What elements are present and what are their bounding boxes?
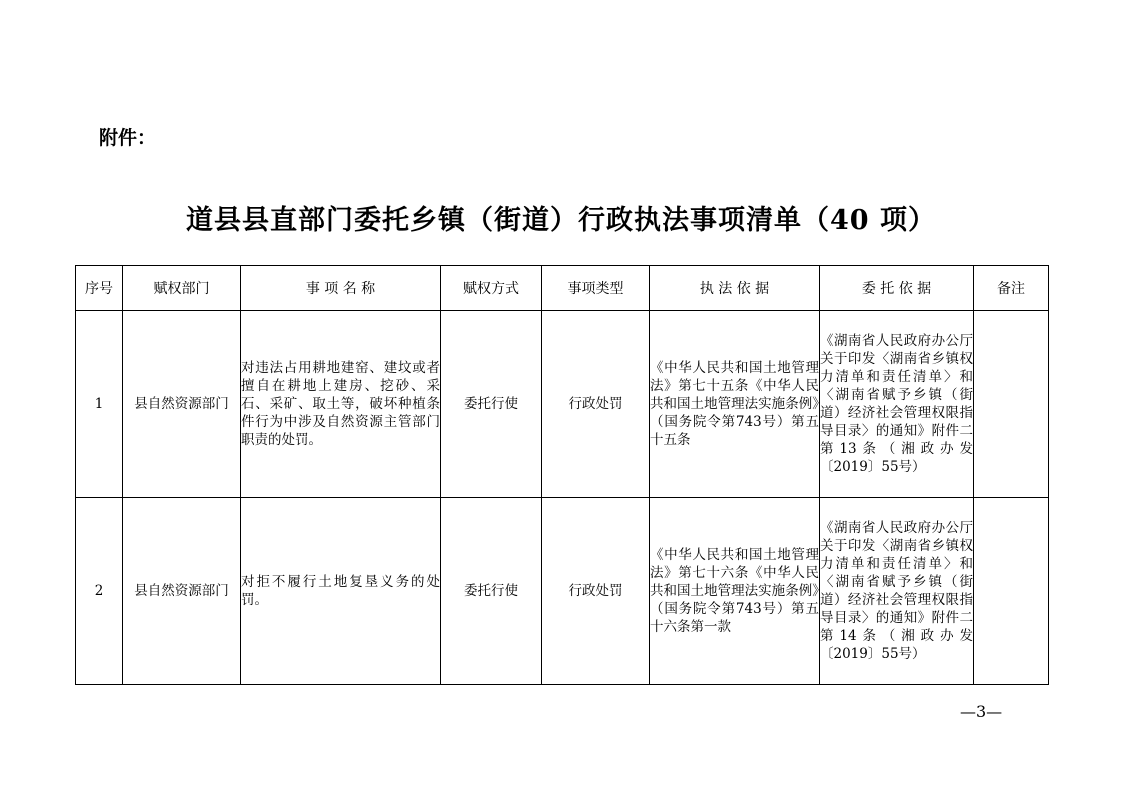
header-no: 序号 [76,266,123,311]
table-header-row [76,266,1049,311]
cell-entrust: 《湖南省人民政府办公厅关于印发〈湖南省乡镇权力清单和责任清单〉和〈湖南省赋予乡镇（街道）经济社会管理权限指导目录〉的通知》附件二第14条（湘政办发〔2019〕55号） [820,498,974,685]
document-title: 道县县直部门委托乡镇（街道）行政执法事项清单（40 项） [186,205,936,236]
header-entrust: 委 托 依 据 [820,266,974,311]
cell-entrust: 《湖南省人民政府办公厅关于印发〈湖南省乡镇权力清单和责任清单〉和〈湖南省赋予乡镇（街道）经济社会管理权限指导目录〉的通知》附件二第13条（湘政办发〔2019〕55号） [820,311,974,498]
cell-method: 委托行使 [441,311,542,498]
cell-basis: 《中华人民共和国土地管理法》第七十五条《中华人民共和国土地管理法实施条例》（国务院令第743号）第五十五条 [650,311,820,498]
cell-type: 行政处罚 [542,498,650,685]
cell-no: 1 [76,311,123,498]
header-basis: 执 法 依 据 [650,266,820,311]
table-row [76,311,1049,498]
page-number: —3— [960,702,1003,721]
table-row [76,498,1049,685]
cell-item: 对拒不履行土地复垦义务的处罚。 [241,498,441,685]
cell-item: 对违法占用耕地建窑、建坟或者擅自在耕地上建房、挖砂、采石、采矿、取土等，破坏种植条件行为中涉及自然资源主管部门职责的处罚。 [241,311,441,498]
cell-note [974,311,1049,498]
cell-dept: 县自然资源部门 [123,311,241,498]
header-method: 赋权方式 [441,266,542,311]
header-note: 备注 [974,266,1049,311]
header-type: 事项类型 [542,266,650,311]
matters-table [75,265,1049,685]
cell-method: 委托行使 [441,498,542,685]
cell-no: 2 [76,498,123,685]
cell-note [974,498,1049,685]
attachment-label: 附件： [99,127,157,149]
cell-type: 行政处罚 [542,311,650,498]
header-dept: 赋权部门 [123,266,241,311]
cell-basis: 《中华人民共和国土地管理法》第七十六条《中华人民共和国土地管理法实施条例》（国务院令第743号）第五十六条第一款 [650,498,820,685]
header-item: 事 项 名 称 [241,266,441,311]
cell-dept: 县自然资源部门 [123,498,241,685]
